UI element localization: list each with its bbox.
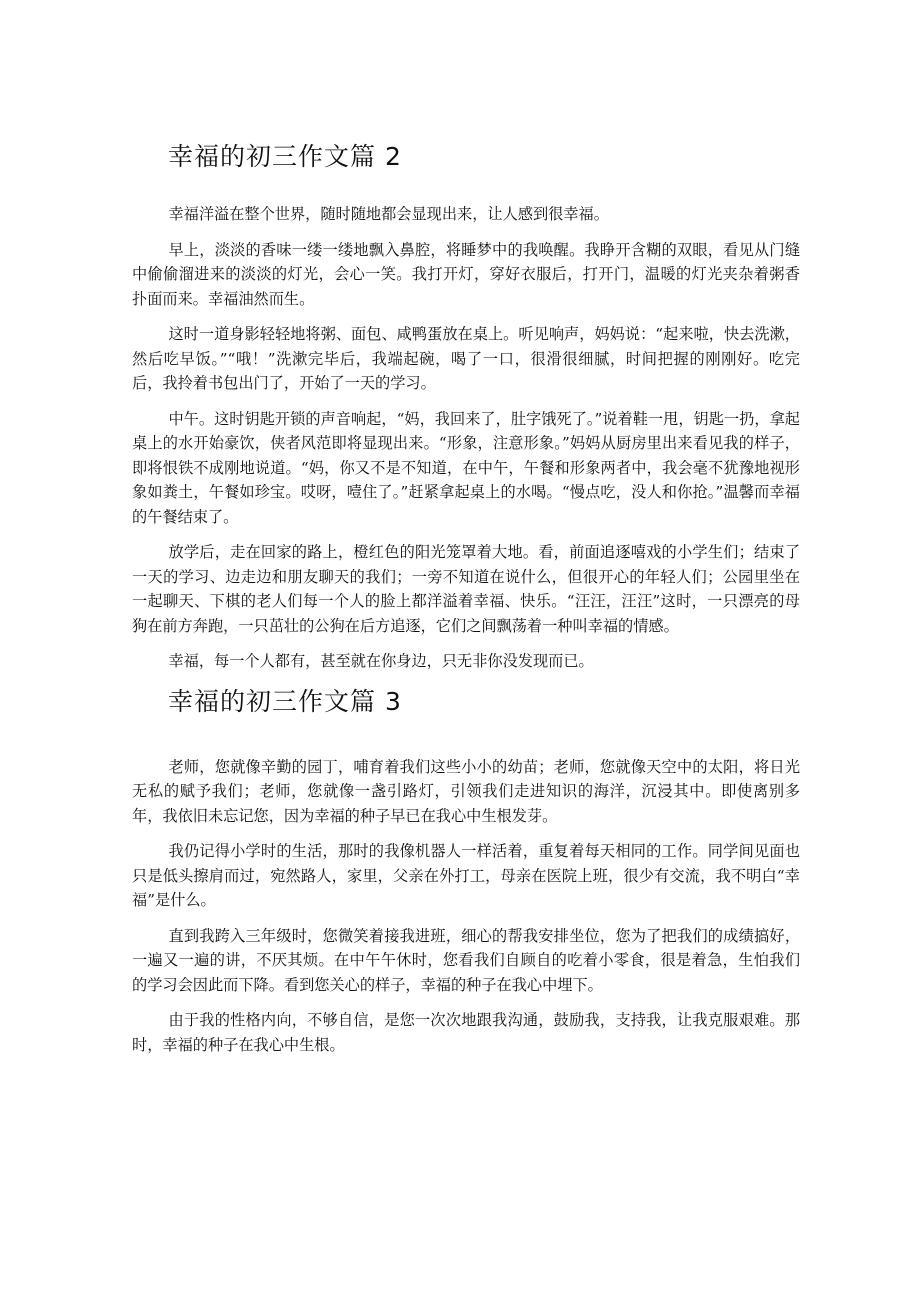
paragraph: 老师，您就像辛勤的园丁，哺育着我们这些小小的幼苗；老师，您就像天空中的太阳，将日光无私的赋予我们；老师，您就像一盏引路灯，引领我们走进知识的海洋，沉浸其中。即使离别多年，我依旧未忘记您，因为幸福的种子早已在我心中生根发芽。: [132, 757, 800, 825]
paragraph: 中午。这时钥匙开锁的声音响起，“妈，我回来了，肚字饿死了。”说着鞋一甩，钥匙一扔，拿起桌上的水开始豪饮，侠者风范即将显现出来。“形象，注意形象。”妈妈从厨房里出来看见我的样子，即将恨铁不成刚地说道。“妈，你又不是不知道，在中午，午餐和形象两者中，我会毫不犹豫地视形象如粪土，午餐如珍宝。哎呀，噎住了。”赶紧拿起桌上的水喝。“慢点吃，没人和你抢。”温馨而幸福的午餐结束了。: [132, 409, 800, 526]
paragraph: 放学后，走在回家的路上，橙红色的阳光笼罩着大地。看，前面追逐嘻戏的小学生们；结束了一天的学习、边走边和朋友聊天的我们；一旁不知道在说什么，但很开心的年轻人们；公园里坐在一起聊天、下棋的老人们每一个人的脸上都洋溢着幸福、快乐。“汪汪，汪汪”这时，一只漂亮的母狗在前方奔跑，一只茁壮的公狗在后方追逐，它们之间飘荡着一种叫幸福的情感。: [132, 543, 800, 635]
section-title: 幸福的初三作文篇 2: [168, 142, 402, 171]
paragraph: 我仍记得小学时的生活，那时的我像机器人一样活着，重复着每天相同的工作。同学间见面也只是低头擦肩而过，宛然路人，家里，父亲在外打工，母亲在医院上班，很少有交流，我不明白“幸福”是什么。: [132, 842, 800, 909]
section-title: 幸福的初三作文篇 3: [168, 686, 402, 716]
paragraph: 早上，淡淡的香味一缕一缕地飘入鼻腔，将睡梦中的我唤醒。我睁开含糊的双眼，看见从门缝中偷偷溜进来的淡淡的灯光，会心一笑。我打开灯，穿好衣服后，打开门，温暖的灯光夹杂着粥香扑面而来。幸福油然而生。: [132, 240, 800, 308]
paragraph: 幸福洋溢在整个世界，随时随地都会显现出来，让人感到很幸福。: [168, 205, 609, 223]
paragraph: 由于我的性格内向，不够自信，是您一次次地跟我沟通，鼓励我，支持我，让我克服艰难。那时，幸福的种子在我心中生根。: [132, 1011, 800, 1054]
paragraph: 这时一道身影轻轻地将粥、面包、咸鸭蛋放在桌上。听见响声，妈妈说：“起来啦，快去洗漱，然后吃早饭。”“哦！”洗漱完毕后，我端起碗，喝了一口，很滑很细腻，时间把握的刚刚好。吃完后，我拎着书包出门了，开始了一天的学习。: [132, 325, 800, 392]
paragraph: 幸福，每一个人都有，甚至就在你身边，只无非你没发现而已。: [168, 652, 594, 670]
paragraph: 直到我跨入三年级时，您微笑着接我进班，细心的帮我安排坐位，您为了把我们的成绩搞好，一遍又一遍的讲，不厌其烦。在中午午休时，您看我们自顾自的吃着小零食，很是着急，生怕我们的学习会因此而下降。看到您关心的样子，幸福的种子在我心中埋下。: [132, 926, 800, 994]
document-body: [132, 140, 800, 1068]
